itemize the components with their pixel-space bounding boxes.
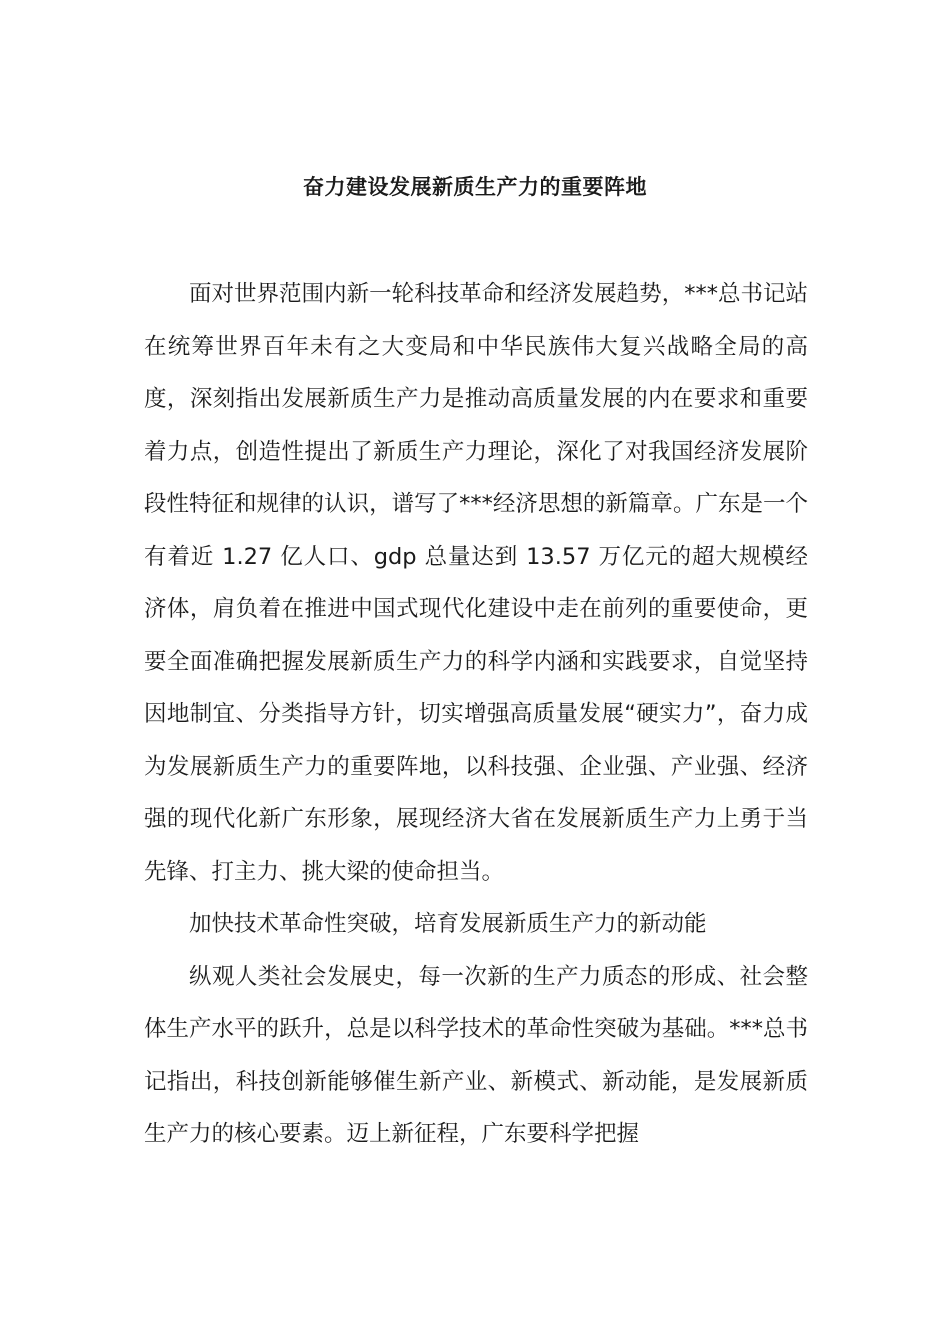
document-body [144, 268, 808, 1161]
section-heading: 加快技术革命性突破，培育发展新质生产力的新动能 [189, 911, 707, 937]
paragraph-section-body: 纵观人类社会发展史，每一次新的生产力质态的形成、社会整体生产水平的跃升，总是以科学技术的革命性突破为基础。***总书记指出，科技创新能够催生新产业、新模式、新动能，是发展新质生产力的核心要素。迈上新征程，广东要科学把握 [144, 963, 808, 1147]
document-title: 奋力建设发展新质生产力的重要阵地 [303, 175, 647, 199]
paragraph-intro: 面对世界范围内新一轮科技革命和经济发展趋势，***总书记站在统筹世界百年未有之大变局和中华民族伟大复兴战略全局的高度，深刻指出发展新质生产力是推动高质量发展的内在要求和重要着力点，创造性提出了新质生产力理论，深化了对我国经济发展阶段性特征和规律的认识，谱写了***经济思想的新篇章。广东是一个有着近 1.27 亿人口、gdp 总量达到 13.57 万亿元的超大规模经济体，肩负着在推进中国式现代化建设中走在前列的重要使命，更要全面准确把握发展新质生产力的科学内涵和实践要求，自觉坚持因地制宜、分类指导方针，切实增强高质量发展“硬实力”，奋力成为发展新质生产力的重要阵地，以科技强、企业强、产业强、经济强的现代化新广东形象，展现经济大省在发展新质生产力上勇于当先锋、打主力、挑大梁的使命担当。 [144, 281, 808, 885]
